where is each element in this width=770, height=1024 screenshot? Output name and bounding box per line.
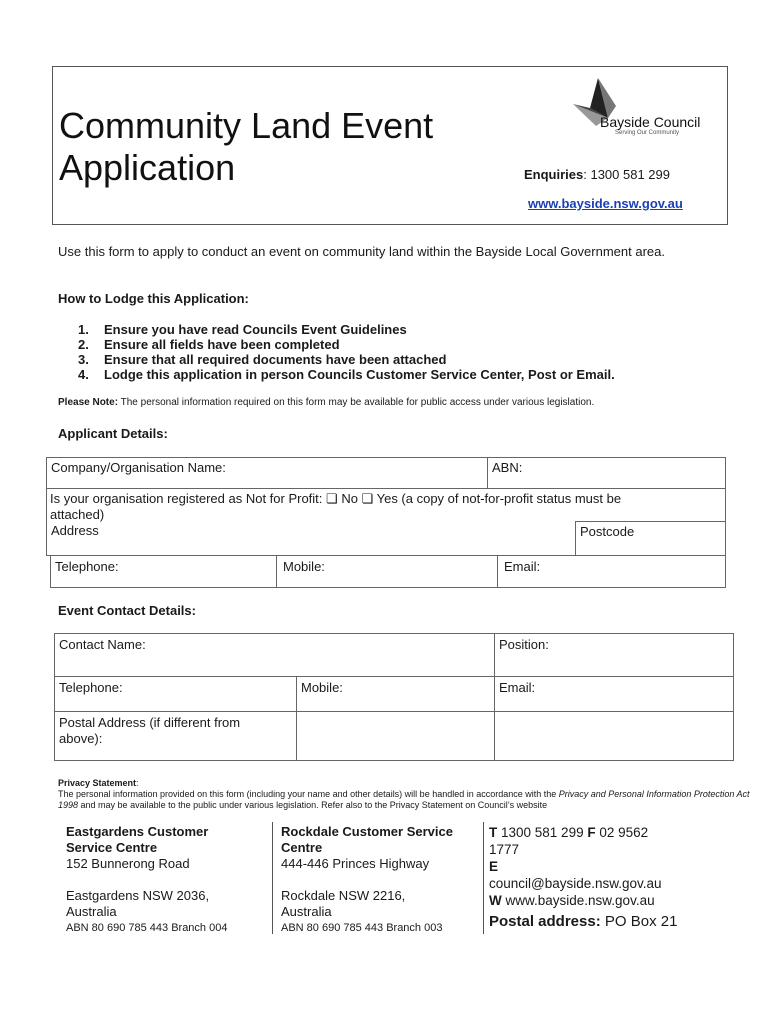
applicant-telephone-label: Telephone: <box>55 559 119 574</box>
address-label: Address <box>51 523 99 538</box>
enquiries <box>524 167 670 182</box>
postal-value: PO Box 21 <box>600 913 678 930</box>
rockdale-country: Australia <box>281 904 332 919</box>
rockdale-suburb: Rockdale NSW 2216, <box>281 888 406 903</box>
eastgardens-abn: ABN 80 690 785 443 Branch 004 <box>66 922 228 934</box>
contact-email-field[interactable] <box>494 676 734 712</box>
footer-divider <box>483 822 484 934</box>
eastgardens-name-2: Service Centre <box>66 840 158 855</box>
step-item <box>78 337 615 352</box>
note-text: The personal information required on this form may be available for public access under various legislation. <box>120 397 595 408</box>
applicant-details-heading: Applicant Details: <box>58 426 168 441</box>
step-number: 2. <box>78 337 89 352</box>
abn-field[interactable] <box>487 457 726 489</box>
abn-label: ABN: <box>492 460 523 475</box>
enquiries-label: Enquiries <box>524 167 584 182</box>
rockdale-name-2: Centre <box>281 840 323 855</box>
postcode-field[interactable] <box>575 521 726 556</box>
position-label: Position: <box>499 637 549 652</box>
privacy-text-b: and may be available to the public under various legislation. Refer also to the Privacy Statement on Council’s website <box>78 800 548 810</box>
title-line-1: Community Land Event <box>59 105 434 146</box>
phone-number: 1300 581 299 <box>497 825 588 840</box>
fax-number-2: 1777 <box>489 842 520 857</box>
how-to-heading: How to Lodge this Application: <box>58 291 249 306</box>
note-label: Please Note: <box>58 397 119 408</box>
applicant-email-label: Email: <box>504 559 541 574</box>
privacy-text-italic: Privacy and Personal Information Protection Act 1998 <box>58 789 750 810</box>
contact-name-field[interactable] <box>54 633 495 677</box>
postal-address-field[interactable] <box>54 711 297 761</box>
postal-label: Postal address: <box>489 913 601 930</box>
title-line-2: Application <box>59 147 236 188</box>
postal-address-label-2: above): <box>59 731 103 746</box>
contact-telephone-field[interactable] <box>54 676 297 712</box>
applicant-mobile-field[interactable] <box>276 555 498 588</box>
nfp-question-row <box>50 491 621 507</box>
privacy-statement: Privacy Statement: The personal information provided on this form (including your name and other details) will be handled in accordance with the Privacy and Personal Information Protection Act 1998 and may be available to the public under various legislation. Refer also to the Privacy Statement on Council’s website <box>58 778 750 810</box>
table-border <box>725 488 726 522</box>
step-text: Ensure that all required documents have been attached <box>104 352 447 367</box>
enquiries-value: : 1300 581 299 <box>583 167 670 182</box>
nfp-no-checkbox[interactable]: ❏ <box>326 491 338 506</box>
page-title <box>59 105 433 189</box>
contact-email-label: Email: <box>499 680 536 695</box>
table-border <box>46 488 47 522</box>
org-name: Bayside Council <box>600 114 701 130</box>
privacy-text-a: The personal information provided on this form (including your name and other details) will be handled in accordance with the <box>58 789 559 799</box>
w-label: W <box>489 893 502 908</box>
eastgardens-name-1: Eastgardens Customer <box>66 824 209 839</box>
address-field[interactable] <box>46 521 576 556</box>
step-number: 4. <box>78 367 89 382</box>
intro-text: Use this form to apply to conduct an event on community land within the Bayside Local Government area. <box>58 244 665 259</box>
contact-telephone-label: Telephone: <box>59 680 123 695</box>
footer-divider <box>272 822 273 934</box>
footer-eastgardens <box>66 824 271 936</box>
applicant-mobile-label: Mobile: <box>283 559 325 574</box>
org-tagline: Serving Our Community <box>615 130 680 136</box>
contact-mobile-field[interactable] <box>296 676 495 712</box>
applicant-telephone-field[interactable] <box>50 555 277 588</box>
eastgardens-street: 152 Bunnerong Road <box>66 856 190 871</box>
nfp-no-label: No <box>341 491 358 506</box>
rockdale-street: 444-446 Princes Highway <box>281 856 430 871</box>
eastgardens-country: Australia <box>66 904 117 919</box>
step-number: 1. <box>78 322 89 337</box>
nfp-yes-label: Yes (a copy of not-for-profit status must be <box>376 491 622 506</box>
e-label: E <box>489 859 499 874</box>
company-name-field[interactable] <box>46 457 488 489</box>
step-item <box>78 367 615 382</box>
step-item <box>78 352 615 367</box>
privacy-heading: Privacy Statement <box>58 778 137 788</box>
contact-name-label: Contact Name: <box>59 637 146 652</box>
nfp-question: Is your organisation registered as Not for Profit: <box>50 491 323 506</box>
rockdale-abn: ABN 80 690 785 443 Branch 003 <box>281 922 443 934</box>
postal-address-input[interactable] <box>296 711 495 761</box>
rockdale-name-1: Rockdale Customer Service <box>281 824 453 839</box>
t-label: T <box>489 825 498 840</box>
fax-number: 02 9562 <box>595 825 649 840</box>
applicant-email-field[interactable] <box>497 555 726 588</box>
nfp-tail: attached) <box>50 507 105 522</box>
contact-mobile-label: Mobile: <box>301 680 343 695</box>
step-number: 3. <box>78 352 89 367</box>
step-item <box>78 322 615 337</box>
step-text: Lodge this application in person Councils Customer Service Center, Post or Email. <box>104 367 615 382</box>
company-name-label: Company/Organisation Name: <box>51 460 226 475</box>
f-label: F <box>587 825 596 840</box>
footer-rockdale <box>281 824 481 936</box>
footer-web[interactable]: www.bayside.nsw.gov.au <box>501 893 655 908</box>
please-note <box>58 397 594 408</box>
postal-address-input-2[interactable] <box>494 711 734 761</box>
nfp-yes-checkbox[interactable]: ❏ <box>361 491 374 506</box>
step-text: Ensure you have read Councils Event Guidelines <box>104 322 407 337</box>
position-field[interactable] <box>494 633 734 677</box>
eastgardens-suburb: Eastgardens NSW 2036, <box>66 888 210 903</box>
postal-address-label-1: Postal Address (if different from <box>59 715 241 730</box>
postcode-label: Postcode <box>580 524 635 539</box>
website-link[interactable]: www.bayside.nsw.gov.au <box>528 196 683 211</box>
footer-email[interactable]: council@bayside.nsw.gov.au <box>489 876 662 891</box>
footer-contact <box>489 824 729 930</box>
steps-list <box>78 322 615 382</box>
step-text: Ensure all fields have been completed <box>104 337 340 352</box>
event-contact-heading: Event Contact Details: <box>58 603 196 618</box>
